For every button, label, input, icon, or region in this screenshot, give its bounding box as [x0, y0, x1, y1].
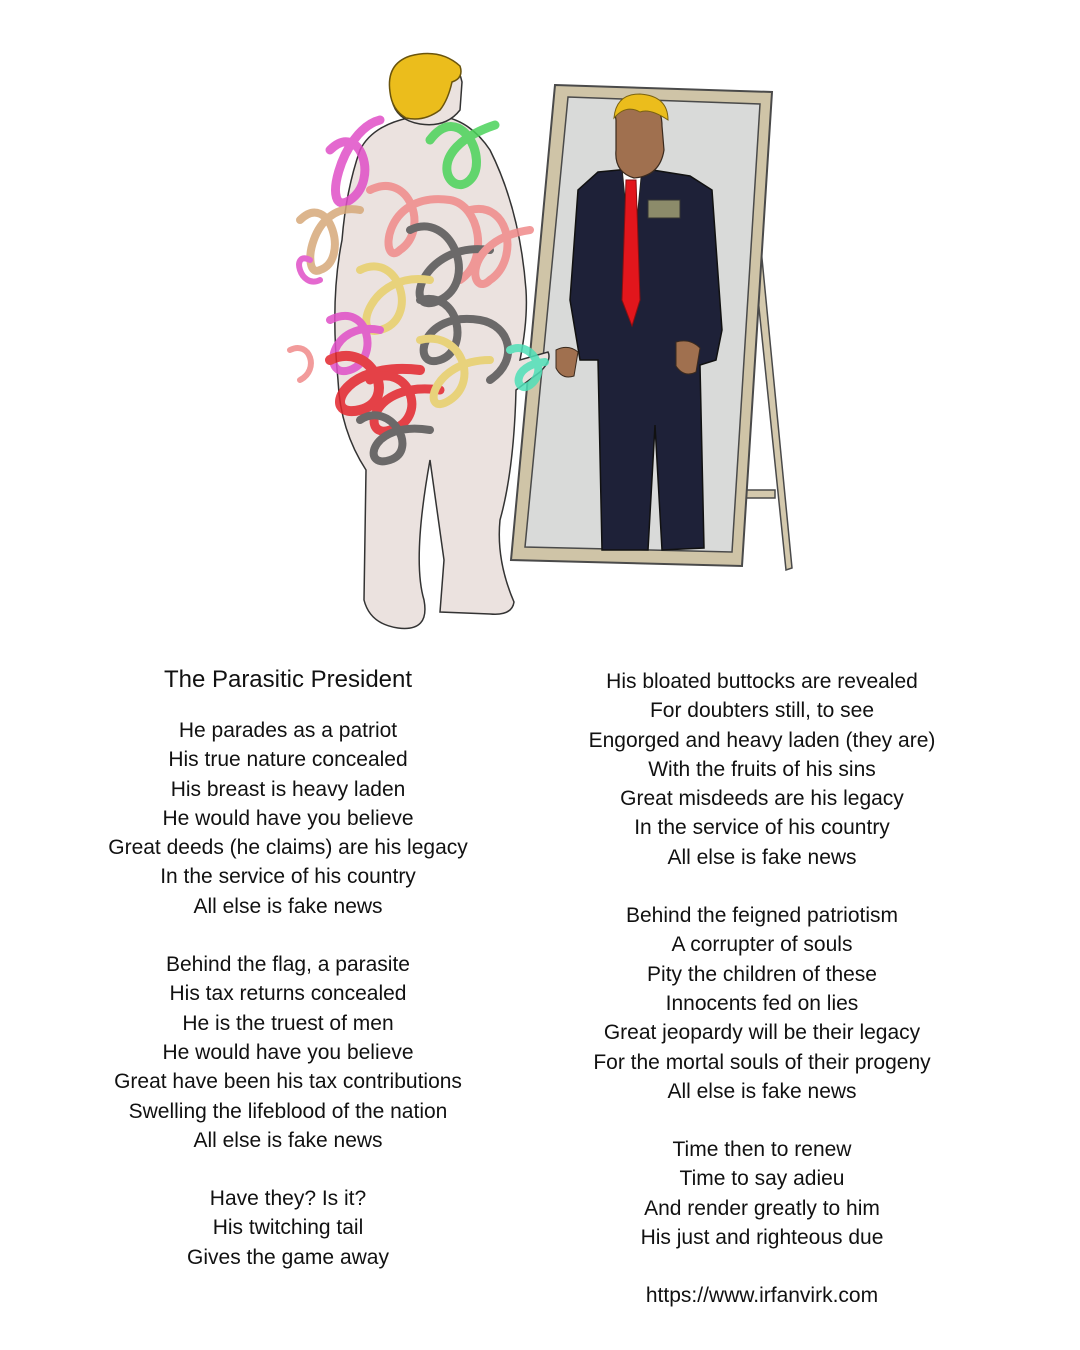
- poem-line: Great deeds (he claims) are his legacy: [108, 836, 468, 860]
- poem-line: Great misdeeds are his legacy: [620, 787, 904, 811]
- poem-line: Engorged and heavy laden (they are): [588, 728, 936, 752]
- poem-line: His breast is heavy laden: [170, 777, 406, 801]
- medals: [648, 200, 680, 218]
- poem-line: With the fruits of his sins: [648, 757, 876, 781]
- stanza-3: [60, 1184, 516, 1272]
- poem-line: Swelling the lifeblood of the nation: [128, 1099, 448, 1123]
- poem-line: Gives the game away: [187, 1245, 389, 1269]
- poem-line: Time then to renew: [672, 1138, 852, 1162]
- poem-line: In the service of his country: [160, 865, 416, 889]
- poem-line: In the service of his country: [634, 816, 890, 840]
- poem-line: Time to say adieu: [679, 1167, 845, 1191]
- poem-line: Innocents fed on lies: [665, 991, 859, 1015]
- poem-line: For doubters still, to see: [649, 699, 875, 723]
- website-url: https://www.irfanvirk.com: [645, 1284, 879, 1308]
- poem-line: He is the truest of men: [182, 1011, 394, 1035]
- poem-line: His twitching tail: [212, 1216, 364, 1240]
- poem-line: Have they? Is it?: [209, 1187, 367, 1211]
- poem-line: Great jeopardy will be their legacy: [603, 1021, 921, 1045]
- poem-line: And render greatly to him: [644, 1196, 880, 1220]
- poem-line: Great have been his tax contributions: [114, 1070, 462, 1094]
- stanza-1: [60, 716, 516, 921]
- stanza-2: [60, 950, 516, 1155]
- illustration: [0, 0, 1080, 650]
- poem-line: His just and righteous due: [640, 1226, 884, 1250]
- stanza-4: [532, 667, 992, 872]
- poem-line: A corrupter of souls: [671, 933, 853, 957]
- poem-title: The Parasitic President: [163, 666, 413, 693]
- poem-column-right: [532, 667, 992, 1311]
- poem-line: Pity the children of these: [647, 962, 877, 986]
- poem-line: All else is fake news: [193, 894, 383, 918]
- poem-column-left: [60, 665, 516, 1301]
- poem-line: Behind the flag, a parasite: [165, 953, 410, 977]
- poem-line: He would have you believe: [162, 806, 414, 830]
- poem-line: All else is fake news: [667, 845, 857, 869]
- poem-line: All else is fake news: [667, 1079, 857, 1103]
- poem-line: His tax returns concealed: [169, 982, 407, 1006]
- poem-line: His bloated buttocks are revealed: [606, 670, 918, 693]
- stanza-5: [532, 901, 992, 1106]
- poem-line: Behind the feigned patriotism: [625, 904, 898, 928]
- poem-line: He would have you believe: [162, 1040, 414, 1064]
- stanza-6: [532, 1135, 992, 1252]
- poem-line: For the mortal souls of their progeny: [593, 1050, 931, 1074]
- poem-line: All else is fake news: [193, 1128, 383, 1152]
- poem-line: He parades as a patriot: [178, 719, 398, 742]
- poem-line: His true nature concealed: [168, 748, 408, 772]
